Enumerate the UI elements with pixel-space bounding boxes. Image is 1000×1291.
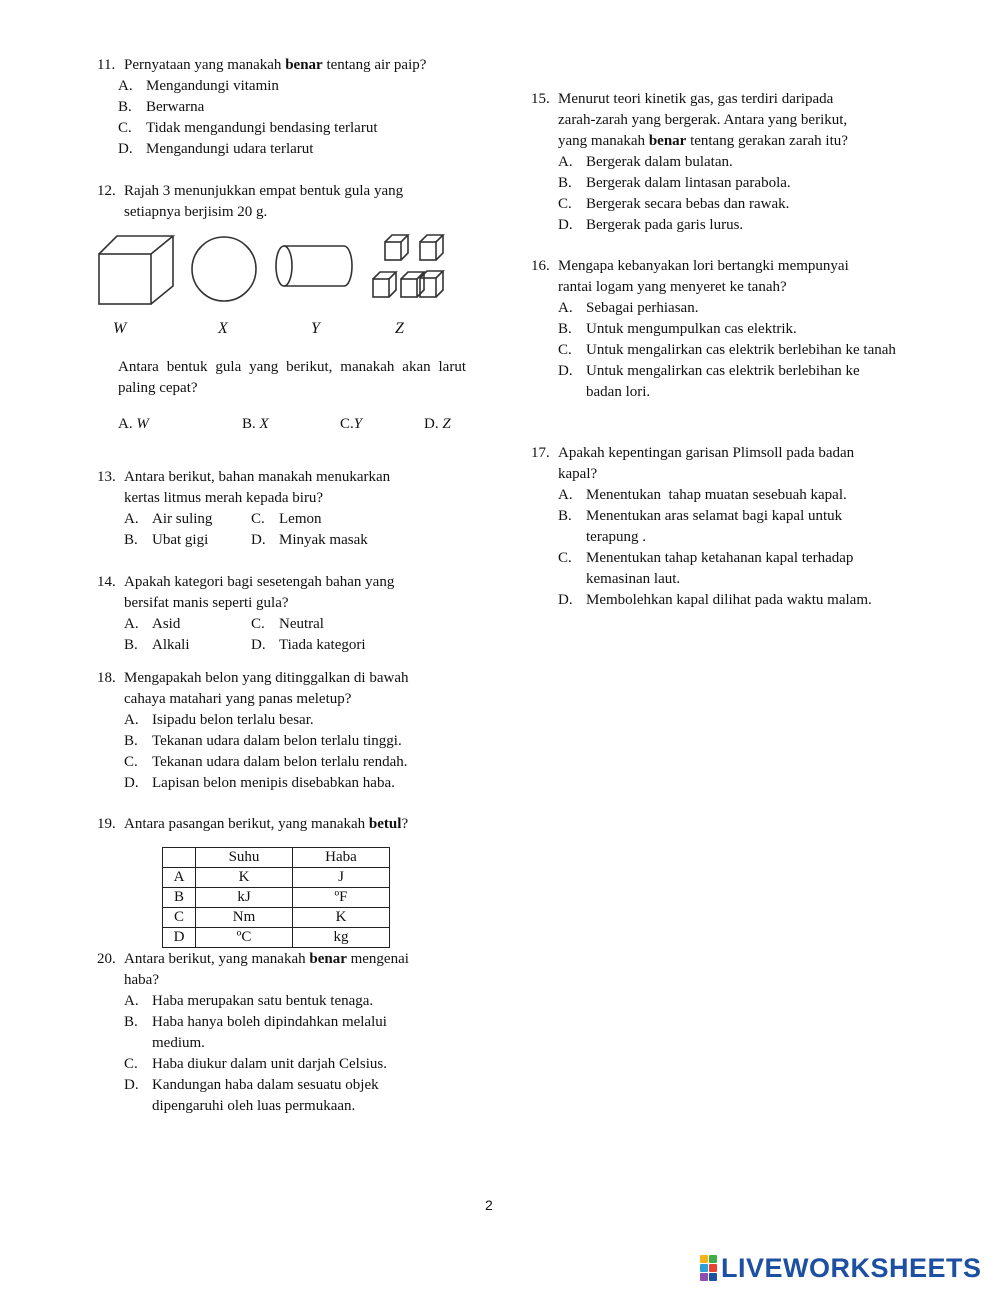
answer-b[interactable]: B. X xyxy=(242,416,269,432)
option-b[interactable]: B. Alkali xyxy=(124,637,190,653)
question-number: 20. xyxy=(97,951,116,967)
sphere-shape-x xyxy=(192,237,256,301)
answer-a[interactable]: A. W xyxy=(118,416,149,432)
answer-table xyxy=(162,847,390,948)
option-d[interactable]: D. Tiada kategori xyxy=(251,637,366,653)
sugar-shapes-figure xyxy=(95,232,465,344)
option-b[interactable]: B. Ubat gigi xyxy=(124,532,209,548)
liveworksheets-logo[interactable] xyxy=(700,1252,982,1283)
cylinder-shape-y xyxy=(276,246,352,286)
option-c[interactable]: C. Menentukan tahap ketahanan kapal terhadap kemasinan laut. xyxy=(558,550,854,587)
table-cell: ºC xyxy=(196,928,293,948)
option-b[interactable]: B. Untuk mengumpulkan cas elektrik. xyxy=(558,321,797,337)
option-b[interactable]: B. Berwarna xyxy=(118,99,205,115)
question-18 xyxy=(97,668,472,794)
question-19 xyxy=(97,814,472,835)
option-b[interactable]: B. Haba hanya boleh dipindahkan melalui medium. xyxy=(124,1014,387,1051)
table-cell: A xyxy=(163,868,196,888)
label-z: Z xyxy=(395,320,404,337)
question-16 xyxy=(531,256,901,403)
question-text: Mengapa kebanyakan lori bertangki mempunyai rantai logam yang menyeret ke tanah? xyxy=(558,258,849,295)
question-14 xyxy=(97,572,472,656)
question-13 xyxy=(97,467,472,551)
table-row[interactable] xyxy=(163,908,390,928)
table-cell: kJ xyxy=(196,888,293,908)
option-d[interactable]: D. Lapisan belon menipis disebabkan haba. xyxy=(124,775,395,791)
question-text: Antara pasangan berikut, yang manakah betul? xyxy=(124,816,409,832)
table-cell: B xyxy=(163,888,196,908)
option-b[interactable]: B. Bergerak dalam lintasan parabola. xyxy=(558,175,791,191)
option-c[interactable]: C. Tekanan udara dalam belon terlalu rendah. xyxy=(124,754,408,770)
option-a[interactable]: A. Isipadu belon terlalu besar. xyxy=(124,712,314,728)
answer-d[interactable]: D. Z xyxy=(424,416,451,432)
option-c[interactable]: C. Neutral xyxy=(251,616,324,632)
table-header-cell xyxy=(163,848,196,868)
option-d[interactable]: D. Membolehkan kapal dilihat pada waktu malam. xyxy=(558,592,872,608)
table-row[interactable] xyxy=(163,868,390,888)
option-c[interactable]: C. Untuk mengalirkan cas elektrik berlebihan ke tanah xyxy=(558,342,896,358)
page-number: 2 xyxy=(485,1197,493,1213)
question-11 xyxy=(97,55,472,160)
question-text: Antara berikut, bahan manakah menukarkan kertas litmus merah kepada biru? xyxy=(124,469,391,506)
label-y: Y xyxy=(311,320,320,337)
question-17 xyxy=(531,443,901,611)
cube-shape-w xyxy=(99,236,173,304)
question-text: Apakah kategori bagi sesetengah bahan yang bersifat manis seperti gula? xyxy=(124,574,395,611)
label-w: W xyxy=(113,320,127,337)
question-text: Apakah kepentingan garisan Plimsoll pada badan kapal? xyxy=(558,445,855,482)
table-cell: K xyxy=(196,868,293,888)
table-row[interactable] xyxy=(163,888,390,908)
small-cubes-shape-z xyxy=(373,235,443,297)
table-cell: K xyxy=(293,908,390,928)
option-a[interactable]: A. Haba merupakan satu bentuk tenaga. xyxy=(124,993,374,1009)
question-15 xyxy=(531,89,901,236)
question-number: 14. xyxy=(97,574,116,590)
question-number: 15. xyxy=(531,91,550,107)
question-20 xyxy=(97,949,472,1117)
table-row[interactable] xyxy=(163,928,390,948)
question-number: 18. xyxy=(97,670,116,686)
option-c[interactable]: C. Bergerak secara bebas dan rawak. xyxy=(558,196,790,212)
question-12-prompt: Antara bentuk gula yang berikut, manakah akan larut paling cepat? xyxy=(118,359,466,396)
option-c[interactable]: C. Haba diukur dalam unit darjah Celsius. xyxy=(124,1056,387,1072)
table-cell: J xyxy=(293,868,390,888)
question-number: 17. xyxy=(531,445,550,461)
question-12-answers xyxy=(118,414,478,435)
table-cell: kg xyxy=(293,928,390,948)
sugar-shapes-drawing xyxy=(95,232,465,312)
option-a[interactable]: A. Asid xyxy=(124,616,181,632)
question-12 xyxy=(97,181,472,223)
question-number: 19. xyxy=(97,816,116,832)
option-b[interactable]: B. Tekanan udara dalam belon terlalu tinggi. xyxy=(124,733,402,749)
question-text: Menurut teori kinetik gas, gas terdiri daripada zarah-zarah yang bergerak. Antara yang berikut, yang manakah benar tentang gerakan zarah itu? xyxy=(558,91,848,149)
option-c[interactable]: C. Lemon xyxy=(251,511,322,527)
question-number: 16. xyxy=(531,258,550,274)
table-cell: C xyxy=(163,908,196,928)
option-d[interactable]: D. Minyak masak xyxy=(251,532,368,548)
question-number: 12. xyxy=(97,183,116,199)
table-cell: D xyxy=(163,928,196,948)
question-number: 13. xyxy=(97,469,116,485)
question-text: Antara berikut, yang manakah benar mengenai haba? xyxy=(124,951,409,988)
option-d[interactable]: D. Untuk mengalirkan cas elektrik berlebihan ke badan lori. xyxy=(558,363,860,400)
option-a[interactable]: A. Bergerak dalam bulatan. xyxy=(558,154,733,170)
question-text: Mengapakah belon yang ditinggalkan di bawah cahaya matahari yang panas meletup? xyxy=(124,670,409,707)
table-cell: ºF xyxy=(293,888,390,908)
table-cell: Nm xyxy=(196,908,293,928)
logo-text: LIVEWORKSHEETS xyxy=(721,1252,982,1283)
question-text: Rajah 3 menunjukkan empat bentuk gula yang setiapnya berjisim 20 g. xyxy=(124,183,404,220)
question-number: 11. xyxy=(97,57,116,73)
option-d[interactable]: D. Mengandungi udara terlarut xyxy=(118,141,314,157)
option-b[interactable]: B. Menentukan aras selamat bagi kapal untuk terapung . xyxy=(558,508,843,545)
question-text: Pernyataan yang manakah benar tentang air paip? xyxy=(124,57,427,73)
option-a[interactable]: A. Sebagai perhiasan. xyxy=(558,300,699,316)
table-header-row xyxy=(163,848,390,868)
answer-c[interactable]: C.Y xyxy=(340,416,363,432)
table-header-cell: Suhu xyxy=(196,848,293,868)
option-a[interactable]: A. Menentukan tahap muatan sesebuah kapal. xyxy=(558,487,847,503)
option-a[interactable]: A. Mengandungi vitamin xyxy=(118,78,279,94)
logo-mark-icon xyxy=(700,1255,717,1281)
option-c[interactable]: C. Tidak mengandungi bendasing terlarut xyxy=(118,120,378,136)
option-d[interactable]: D. Bergerak pada garis lurus. xyxy=(558,217,744,233)
table-header-cell: Haba xyxy=(293,848,390,868)
option-a[interactable]: A. Air suling xyxy=(124,511,213,527)
label-x: X xyxy=(218,320,228,337)
option-d[interactable]: D. Kandungan haba dalam sesuatu objek dipengaruhi oleh luas permukaan. xyxy=(124,1077,379,1114)
